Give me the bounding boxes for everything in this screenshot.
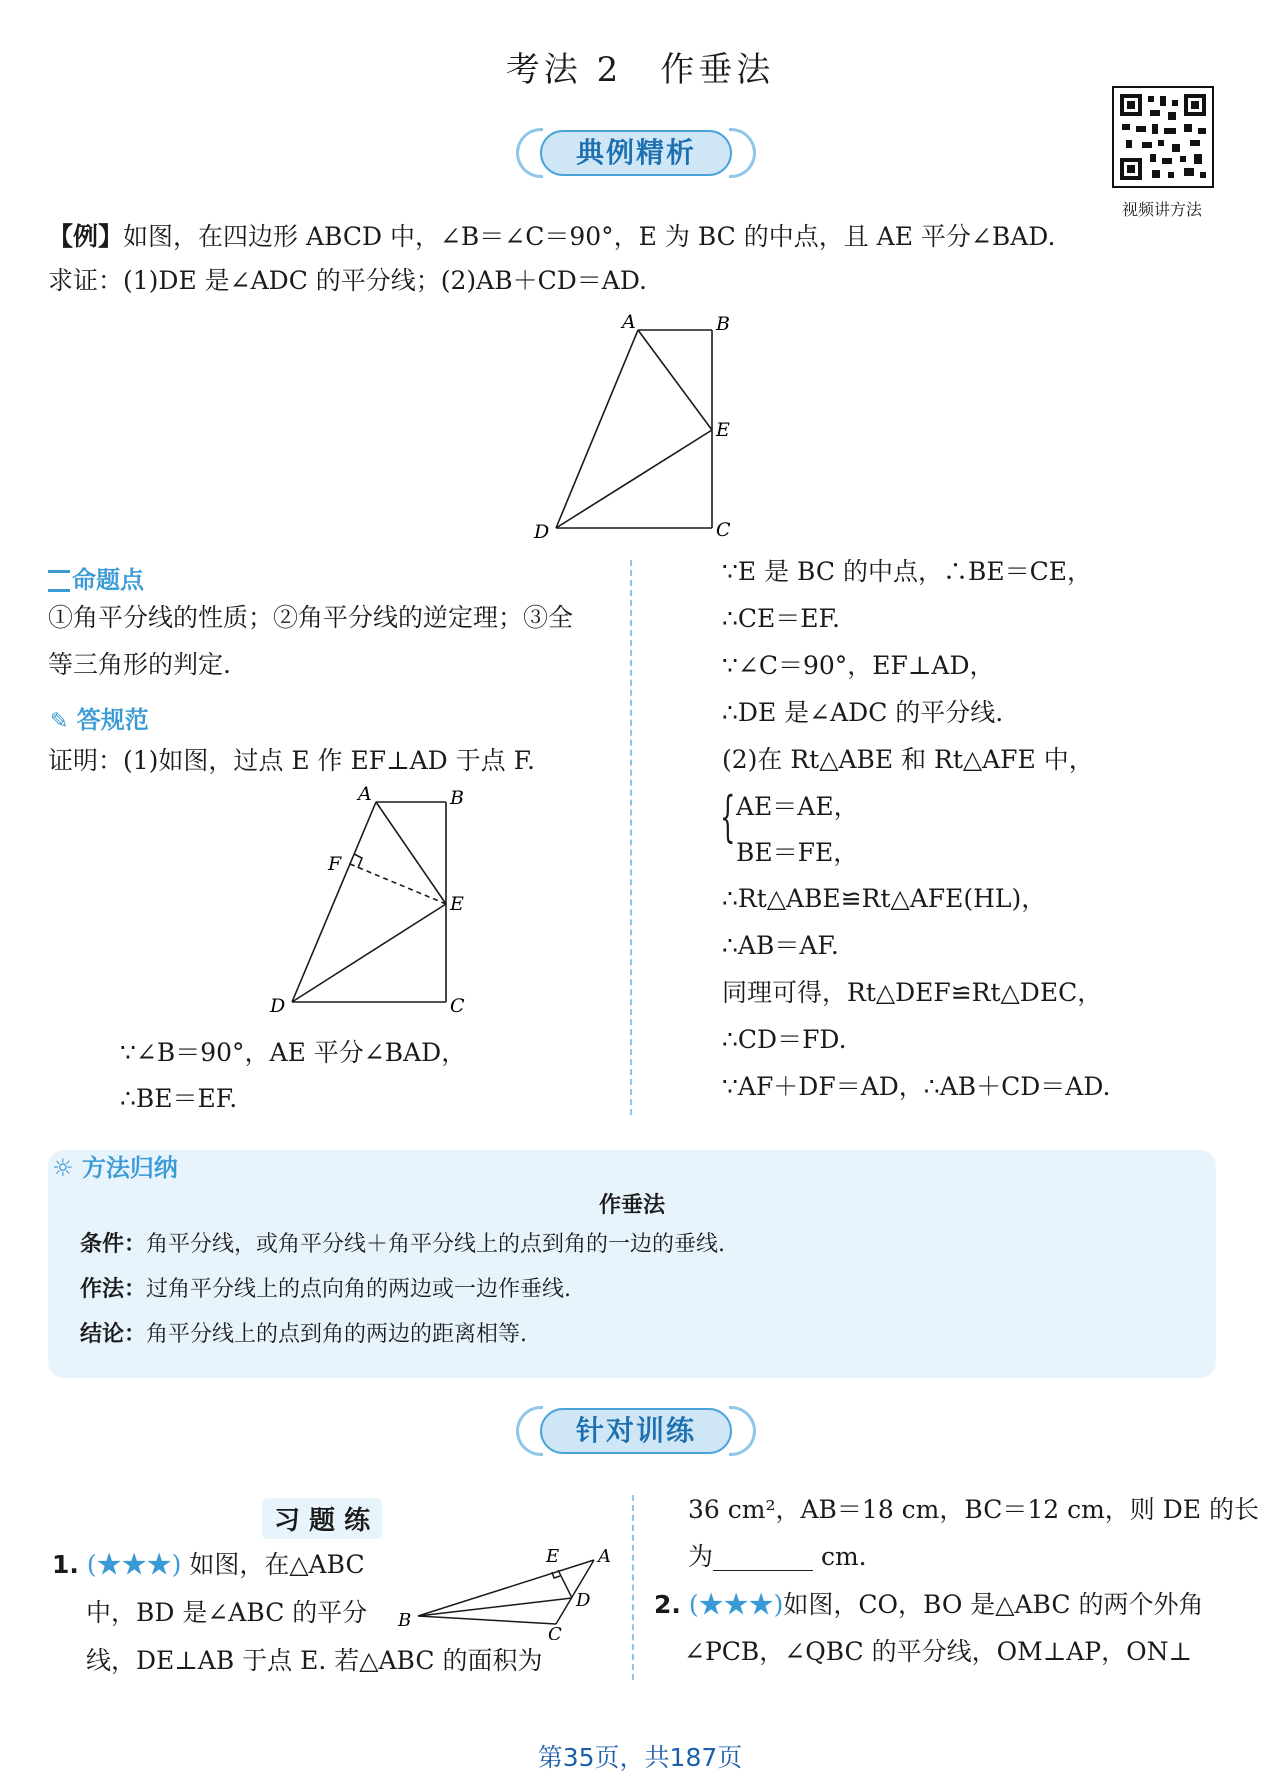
q1-cont-line-1: 36 cm²，AB＝18 cm，BC＝12 cm，则 DE 的长 — [688, 1495, 1259, 1524]
figure-with-perpendicular — [260, 780, 500, 1020]
fig3-label-b: B — [398, 1610, 412, 1631]
segment-da — [556, 330, 638, 528]
figure-triangle — [388, 1540, 618, 1640]
system-brace: { — [720, 785, 736, 848]
fig2-label-f: F — [328, 853, 342, 875]
fig1-label-b: B — [716, 313, 730, 335]
segment-cb — [418, 1616, 556, 1624]
q1-line-2: 中，BD 是∠ABC 的平分 — [86, 1598, 368, 1627]
answer-heading — [50, 700, 149, 735]
method-row-label: 条件： — [80, 1232, 147, 1257]
method-row-2 — [80, 1275, 571, 1305]
example-statement: 如图，在四边形 ABCD 中，∠B＝∠C＝90°，E 为 BC 的中点，且 AE 平分∠BAD. — [123, 222, 1056, 251]
method-row-text: 角平分线，或角平分线＋角平分线上的点到角的一边的垂线. — [146, 1232, 726, 1257]
segment-de — [556, 430, 712, 528]
fig2-label-e: E — [450, 893, 464, 915]
method-row-3 — [80, 1320, 527, 1350]
proof-intro: 证明：(1)如图，过点 E 作 EF⊥AD 于点 F. — [48, 746, 536, 775]
example-tag: 【例】 — [48, 222, 124, 251]
points-line-2: 等三角形的判定. — [48, 650, 231, 679]
example-banner-label: 典例精析 — [540, 130, 732, 176]
q2-line-2: ∠PCB，∠QBC 的平分线，OM⊥AP，ON⊥ — [684, 1637, 1192, 1666]
fig3-label-e: E — [546, 1546, 560, 1567]
right-angle-mark — [354, 854, 362, 868]
segment-de — [292, 904, 446, 1002]
fig2-label-a: A — [358, 783, 372, 805]
segment-da — [292, 802, 376, 1002]
proof-right-10: 同理可得，Rt△DEF≌Rt△DEC， — [722, 978, 1103, 1007]
points-icon — [48, 570, 70, 592]
q2-text-1: 如图，CO，BO 是△ABC 的两个外角 — [783, 1590, 1204, 1619]
points-line-1: ①角平分线的性质；②角平分线的逆定理；③全 — [48, 603, 574, 632]
q1-cont-line-2: 为________ cm. — [688, 1542, 867, 1571]
column-divider — [630, 560, 632, 1115]
fig1-label-c: C — [716, 519, 731, 541]
column-divider-2 — [632, 1495, 634, 1680]
proof-right-1: ∵E 是 BC 的中点，∴BE＝CE， — [722, 557, 1092, 586]
method-row-label: 作法： — [80, 1277, 147, 1302]
fig3-label-c: C — [548, 1624, 562, 1640]
proof-right-8: ∴Rt△ABE≌Rt△AFE(HL)， — [722, 884, 1047, 913]
segment-ae — [638, 330, 712, 430]
fig3-label-a: A — [598, 1546, 611, 1567]
fig2-label-b: B — [450, 787, 464, 809]
proof-right-5: (2)在 Rt△ABE 和 Rt△AFE 中， — [722, 745, 1094, 774]
method-heading-label: 方法归纳 — [81, 1154, 178, 1182]
q1-stars: (★★★) — [86, 1550, 182, 1579]
method-row-text: 角平分线上的点到角的两边的距离相等. — [146, 1322, 528, 1347]
proof-right-11: ∴CD＝FD. — [722, 1025, 847, 1054]
method-title: 作垂法 — [598, 1193, 665, 1218]
fig3-label-d: D — [576, 1590, 591, 1611]
method-row-text: 过角平分线上的点向角的两边或一边作垂线. — [146, 1277, 572, 1302]
q2-stars: (★★★) — [688, 1590, 784, 1619]
page-indicator: 第35页，共187页 — [537, 1743, 743, 1772]
q1-line-3: 线，DE⊥AB 于点 E. 若△ABC 的面积为 — [86, 1646, 543, 1675]
method-row-label: 结论： — [80, 1322, 147, 1347]
fig2-label-d: D — [270, 995, 286, 1017]
points-heading — [48, 560, 144, 595]
pen-icon: ✎ — [50, 709, 69, 734]
qr-code[interactable] — [1112, 86, 1214, 188]
proof-right-3: ∵∠C＝90°，EF⊥AD， — [722, 651, 995, 680]
proof-right-4: ∴DE 是∠ADC 的平分线. — [722, 698, 1004, 727]
q1-text-1: 如图，在△ABC — [189, 1550, 365, 1579]
figure-quadrilateral — [520, 300, 750, 550]
proof-left-1: ∵∠B＝90°，AE 平分∠BAD， — [120, 1038, 467, 1067]
proof-right-12: ∵AF＋DF＝AD，∴AB＋CD＝AD. — [722, 1072, 1111, 1101]
proof-right-9: ∴AB＝AF. — [722, 931, 839, 960]
method-row-1 — [80, 1230, 725, 1260]
qr-caption: 视频讲方法 — [1121, 200, 1202, 219]
segment-bd — [418, 1598, 572, 1616]
example-banner — [516, 124, 756, 182]
fig1-label-d: D — [534, 521, 550, 543]
q1-number: 1. — [52, 1550, 79, 1579]
q1-line-1 — [52, 1550, 365, 1580]
lightbulb-icon: ☼ — [52, 1154, 74, 1182]
practice-banner-label: 针对训练 — [540, 1408, 732, 1454]
answer-heading-label: 答规范 — [76, 706, 149, 734]
method-heading — [52, 1148, 178, 1183]
proof-right-6: AE＝AE， — [736, 792, 859, 821]
practice-subheading: 习 题 练 — [262, 1498, 382, 1539]
fig1-label-a: A — [622, 311, 636, 333]
points-heading-label: 命题点 — [72, 566, 144, 594]
segment-de — [558, 1570, 572, 1598]
practice-banner — [516, 1402, 756, 1460]
example-line-2: 求证：(1)DE 是∠ADC 的平分线；(2)AB＋CD＝AD. — [48, 266, 647, 295]
page-title: 考法 2 作垂法 — [505, 50, 775, 90]
fig2-label-c: C — [450, 995, 465, 1017]
proof-right-7: BE＝FE， — [736, 838, 859, 867]
proof-left-2: ∴BE＝EF. — [120, 1084, 238, 1113]
fig1-label-e: E — [716, 419, 730, 441]
example-line-1 — [48, 222, 1055, 252]
q2-line-1 — [654, 1590, 1203, 1620]
proof-right-2: ∴CE＝EF. — [722, 604, 840, 633]
q2-number: 2. — [654, 1590, 681, 1619]
